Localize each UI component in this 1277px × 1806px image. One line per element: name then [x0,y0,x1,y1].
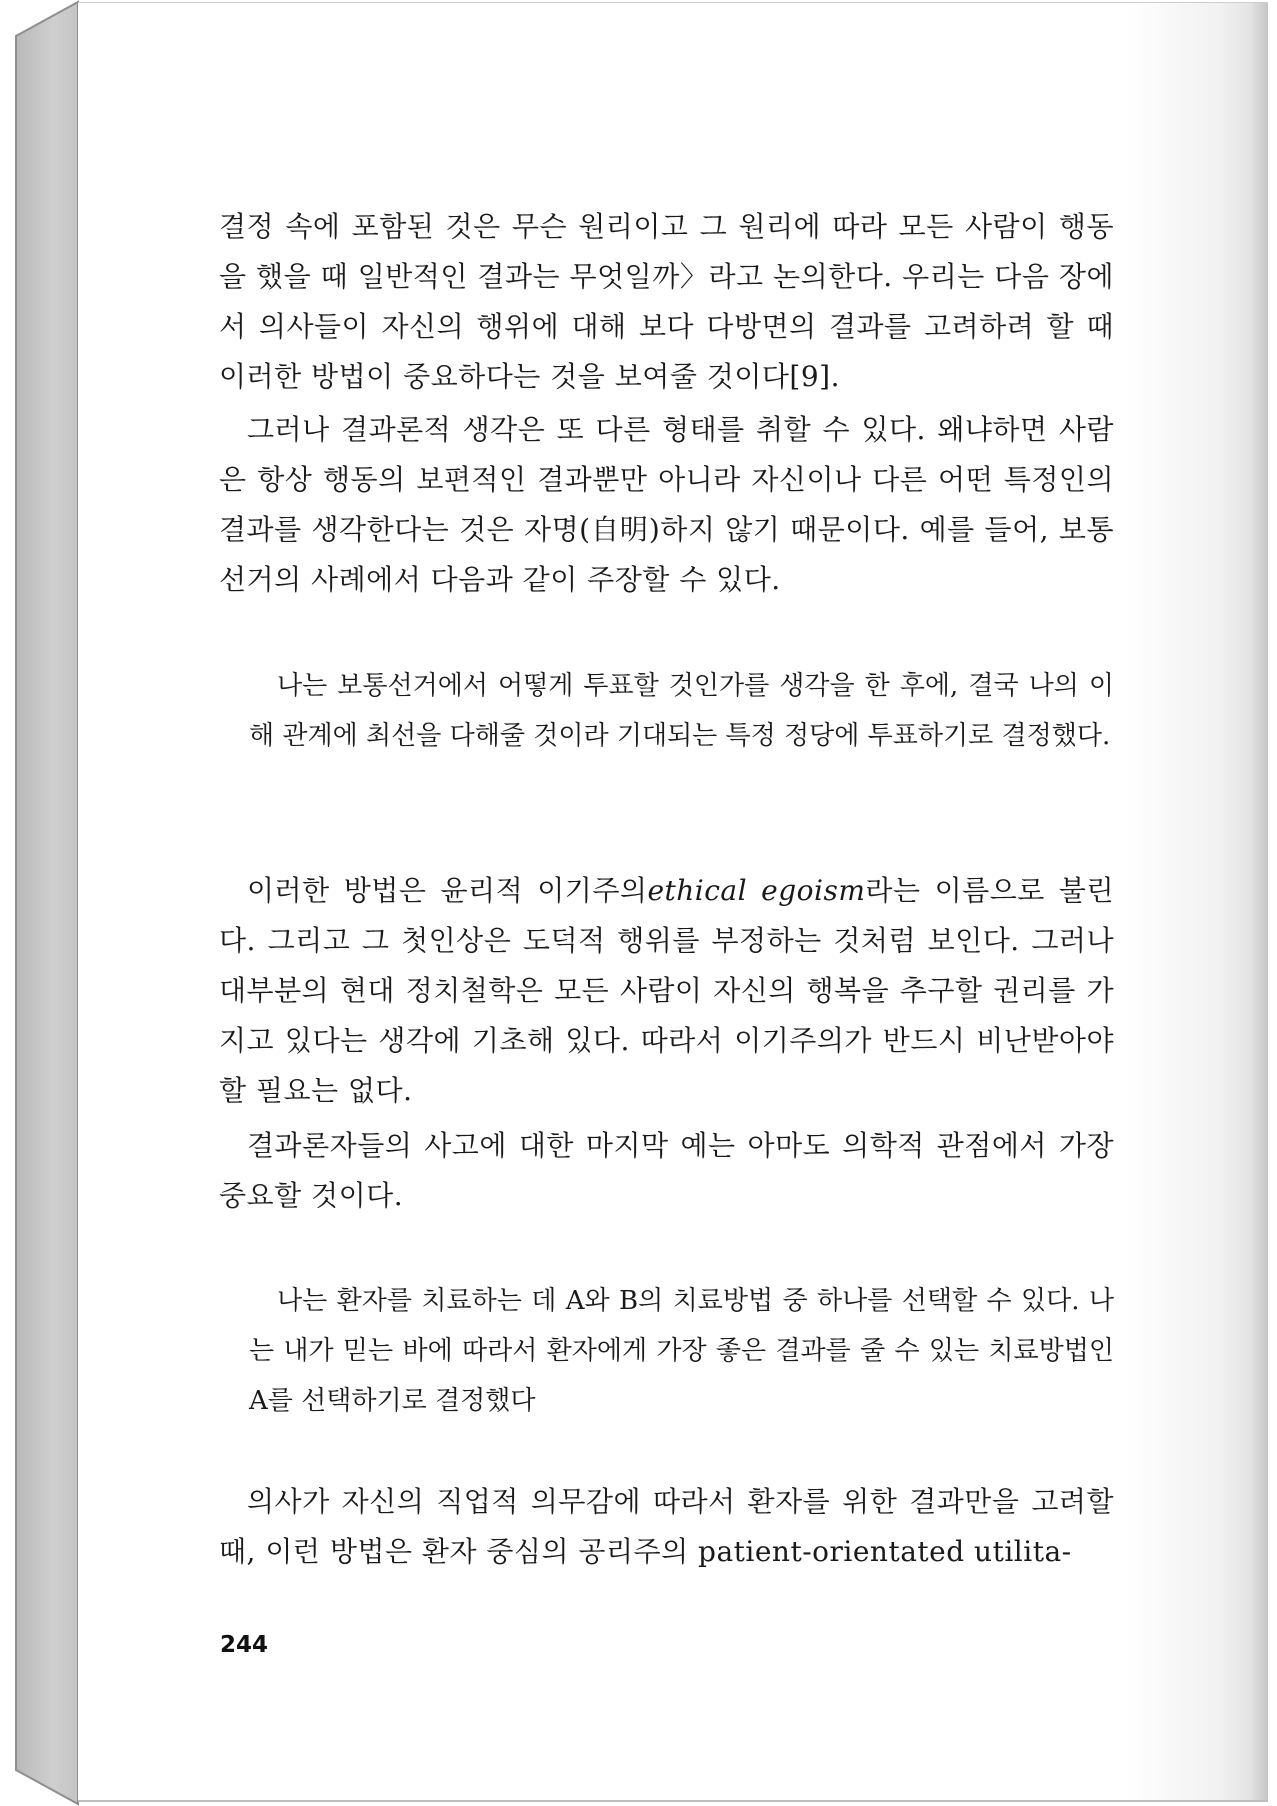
paragraph-5: 의사가 자신의 직업적 의무감에 따라서 환자를 위한 결과만을 고려할 때, 이런 방법은 환자 중심의 공리주의 patient-orientated utilita- [219,1485,1114,1568]
ethical-egoism-term: ethical egoism [647,874,866,907]
page-number: 244 [220,1632,269,1658]
page-edge-shadow [1250,3,1268,1800]
block-quote-2: 나는 환자를 치료하는 데 A와 B의 치료방법 중 하나를 선택할 수 있다. 나는 내가 믿는 바에 따라서 환자에게 가장 좋은 결과를 줄 수 있는 치료방법인 A를 선택하기로 결정했다 [249,1286,1114,1416]
paragraph-3 [219,866,1114,1116]
block-quote-1: 나는 보통선거에서 어떻게 투표할 것인가를 생각을 한 후에, 결국 나의 이해 관계에 최선을 다해줄 것이라 기대되는 특정 정당에 투표하기로 결정했다. [249,671,1114,751]
paragraph-2: 그러나 결과론적 생각은 또 다른 형태를 취할 수 있다. 왜냐하면 사람은 항상 행동의 보편적인 결과뿐만 아니라 자신이나 다른 어떤 특정인의 결과를 생각한다는 것은 자명(自明)하지 않기 때문이다. 예를 들어, 보통선거의 사례에서 다음과 같이 주장할 수 있다. [219,413,1114,596]
paragraph-3-before: 이러한 방법은 윤리적 이기주의 [247,874,648,907]
paragraph-1: 결정 속에 포함된 것은 무슨 원리이고 그 원리에 따라 모든 사람이 행동을 했을 때 일반적인 결과는 무엇일까〉라고 논의한다. 우리는 다음 장에서 의사들이 자신의 행위에 대해 보다 다방면의 결과를 고려하려 할 때 이러한 방법이 중요하다는 것을 보여줄 것이다[9]. [219,210,1114,393]
book-spine-graphic [14,0,84,1806]
paragraph-4: 결과론자들의 사고에 대한 마지막 예는 아마도 의학적 관점에서 가장 중요할 것이다. [219,1129,1114,1212]
paragraph-3-after: 라는 이름으로 불린다. 그리고 그 첫인상은 도덕적 행위를 부정하는 것처럼 보인다. 그러나 대부분의 현대 정치철학은 모든 사람이 자신의 행복을 추구할 권리를 가지고 있다는 생각에 기초해 있다. 따라서 이기주의가 반드시 비난받아야 할 필요는 없다. [219,874,1114,1107]
